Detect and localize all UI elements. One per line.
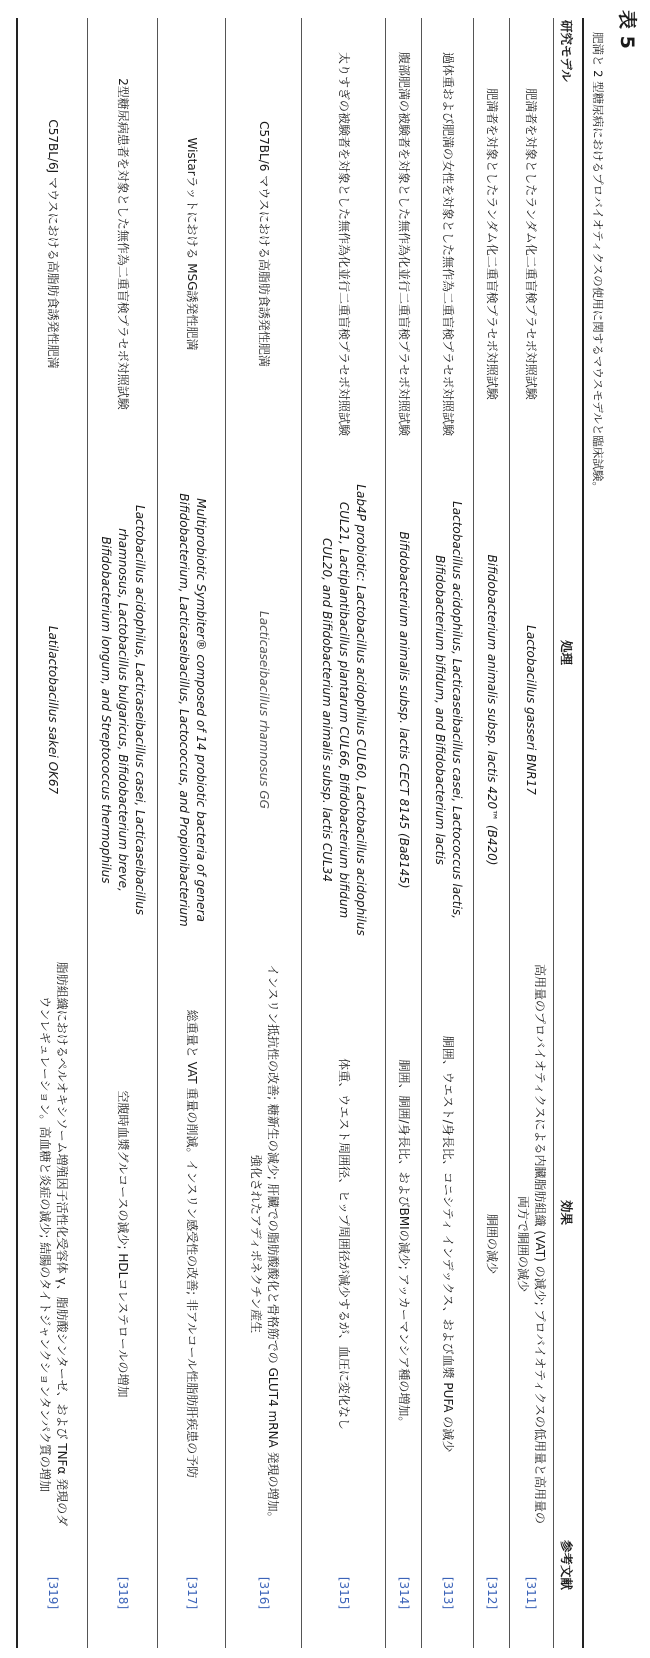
cell-effect: 胴囲の減少 [485, 1213, 500, 1274]
reference-link[interactable]: [315] [337, 1576, 352, 1610]
cell-effect: 総重量と VAT 重量の削減。インスリン感受性の改善; 非アルコール性脂肪肝疾患の予防 [185, 1009, 200, 1479]
cell-effect: 体重、ウエスト周囲径、ヒップ周囲径が減少するが、血圧に変化なし [337, 1058, 352, 1430]
cell-model: 2型糖尿病患者を対象とした無作為二重盲検プラセボ対照試験 [116, 78, 131, 410]
bottom-rule [16, 18, 18, 1648]
top-rule [582, 18, 584, 1648]
header-model: 研究モデル [559, 20, 574, 82]
table-row [388, 18, 420, 1648]
cell-effect: 胴囲、ウエスト/身長比、コニシティ インデックス、および血漿 PUFA の減少 [441, 1035, 456, 1453]
reference-link[interactable]: [319] [46, 1576, 61, 1610]
row-divider [87, 18, 88, 1648]
table-row [476, 18, 508, 1648]
header-effect: 効果 [559, 1200, 574, 1226]
reference-link[interactable]: [312] [485, 1576, 500, 1610]
reference-link[interactable]: [318] [116, 1576, 131, 1610]
cell-model: 腹部肥満の被験者を対象とした無作為化並行二重盲検プラセボ対照試験 [397, 51, 412, 436]
table-row [510, 18, 552, 1648]
cell-model: 肥満者を対象としたランダム化二重盲検プラセボ対照試験 [485, 88, 500, 400]
cell-model: 肥満者を対象としたランダム化二重盲検プラセボ対照試験 [524, 88, 539, 400]
row-divider [421, 18, 422, 1648]
reference-link[interactable]: [316] [257, 1576, 272, 1610]
table-row [228, 18, 300, 1648]
header-rule [553, 18, 554, 1648]
row-divider [225, 18, 226, 1648]
cell-model: C57BL/6 マウスにおける高脂肪食誘発性肥満 [257, 121, 272, 367]
table-row [90, 18, 156, 1648]
table-caption: 肥満と 2 型糖尿病におけるプロバイオティクスの使用に関するマウスモデルと臨床試験。 [591, 32, 605, 493]
cell-treatment: Bifidobacterium animalis subsp. lactis 420™ (B420) [485, 554, 500, 866]
cell-treatment: Latilactobacillus sakei OK67 [46, 625, 61, 795]
cell-effect: 空腹時血漿グルコースの減少; HDLコレステロールの増加 [116, 1090, 131, 1398]
header-reference: 参考文献 [559, 1540, 574, 1591]
cell-treatment: Lacticaseibacillus rhamnosus GG [257, 611, 272, 809]
cell-model: Wistarラットにおける MSG誘発性肥満 [185, 137, 200, 351]
table-row [424, 18, 472, 1648]
cell-treatment: Lactobacillus acidophilus, Lacticaseibacillus casei, Lactococcus lactis, Bifidobacterium bifidum, and Bifidobacterium lactis [433, 501, 464, 919]
cell-model: C57BL/6J マウスにおける高脂肪食誘発性肥満 [46, 119, 61, 369]
cell-treatment: Lab4P probiotic: Lactobacillus acidophilus CUL60, Lactobacillus acidophilus CUL21, Lactiplantibacillus plantarum CUL66, Bifidobacterium bifidum CUL20, and Bifidobacterium animalis subsp. lactis CUL34 [320, 484, 369, 936]
row-divider [473, 18, 474, 1648]
cell-model: 太りすぎの被験者を対象とした無作為化並行二重盲検プラセボ対照試験 [337, 51, 352, 436]
cell-treatment: Bifidobacterium animalis subsp. lactis CECT 8145 (Ba8145) [397, 531, 412, 889]
table-row [304, 18, 384, 1648]
cell-effect: 高用量のプロバイオティクスによる内臓脂肪組織 (VAT) の減少; プロバイオティクスの低用量と高用量の両方で胴囲の減少 [516, 963, 547, 1525]
cell-model: 過体重および肥満の女性を対象とした無作為二重盲検プラセボ対照試験 [441, 51, 456, 436]
table-row [20, 18, 86, 1648]
cell-effect: インスリン抵抗性の改善; 糖新生の減少; 肝臓での脂肪酸酸化と骨格筋での GLUT4 mRNA 発現の増加。強化されたアディポネクチン産生 [249, 964, 280, 1524]
table-row [160, 18, 224, 1648]
row-divider [301, 18, 302, 1648]
cell-effect: 胴囲、胴囲/身長比、およびBMIの減少; アッカーマンシア種の増加。 [397, 1059, 412, 1429]
reference-link[interactable]: [314] [397, 1576, 412, 1610]
table-title: 表 5 [616, 10, 638, 49]
cell-effect: 脂肪組織におけるペルオキシソーム増殖因子活性化受容体 γ、脂肪酸シンターゼ、および TNFα 発現のダウンレギュレーション。高血糖と炎症の減少; 結腸のタイトジャンクションタンパク質の増加 [38, 961, 69, 1527]
reference-link[interactable]: [311] [524, 1576, 539, 1610]
reference-link[interactable]: [317] [185, 1576, 200, 1610]
cell-treatment: Lactobacillus gasseri BNR17 [524, 625, 539, 795]
reference-link[interactable]: [313] [441, 1576, 456, 1610]
cell-treatment: Multiprobiotic Symbiter® composed of 14 probiotic bacteria of genera Bifidobacterium, Lacticaseibacillus, Lactococcus, and Propionibacterium [177, 493, 208, 927]
row-divider [157, 18, 158, 1648]
row-divider [385, 18, 386, 1648]
cell-treatment: Lactobacillus acidophilus, Lacticaseibacillus casei, Lacticaseibacillus rhamnosus, Lactobacillus bulgaricus, Bifidobacterium breve, Bifidobacterium longum, and Streptococcus thermophilus [99, 505, 148, 915]
header-treatment: 処理 [559, 640, 574, 666]
row-divider [509, 18, 510, 1648]
